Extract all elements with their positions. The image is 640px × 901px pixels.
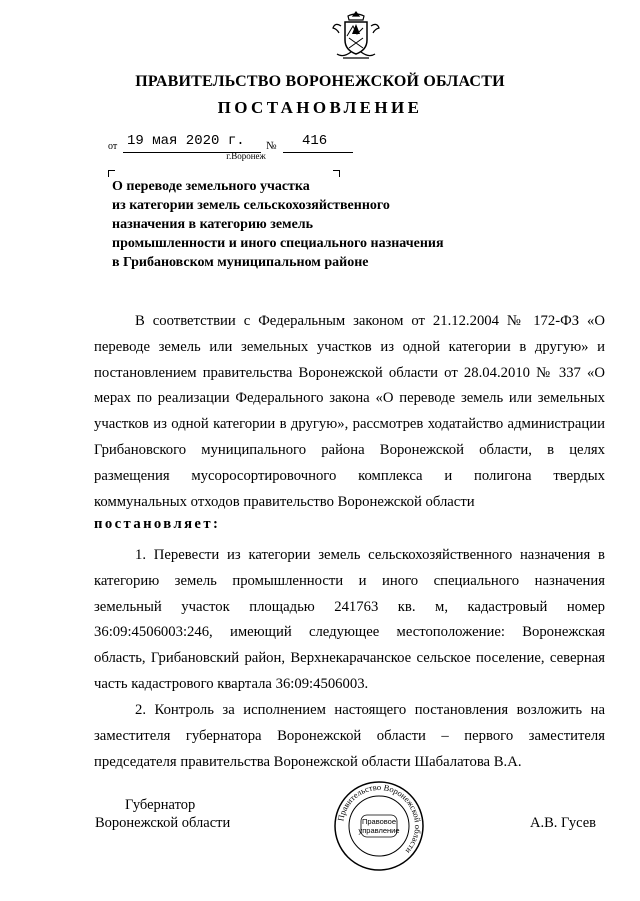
stamp-outer-text: Правительство Воронежской области xyxy=(335,781,424,856)
subject-line: назначения в категорию земель xyxy=(112,217,314,232)
government-name: ПРАВИТЕЛЬСТВО ВОРОНЕЖСКОЙ ОБЛАСТИ xyxy=(135,73,505,90)
stamp-inner-line1: Правовое xyxy=(361,817,397,826)
subject-line: в Грибановском муниципальном районе xyxy=(112,255,369,270)
subject-line: из категории земель сельскохозяйственного xyxy=(112,198,390,213)
decree-number: 416 xyxy=(302,133,328,149)
decree-subject xyxy=(112,177,532,272)
decree-date: 19 мая 2020 г. xyxy=(127,133,245,149)
decree-word: постановляет: xyxy=(94,516,221,532)
signatory-name: А.В. Гусев xyxy=(530,815,596,831)
signatory-position-line1: Губернатор xyxy=(125,797,196,813)
official-stamp xyxy=(333,780,425,872)
subject-corner-left xyxy=(108,170,115,177)
preamble-paragraph: В соответствии с Федеральным законом от 21.12.2004 № 172-ФЗ «О переводе земель или земельных участков из одной категории в другую» и постановлением правительства Воронежской области от 28.04.2010 № 337 «О мерах по реализации Федерального закона «О переводе земель или земельных участков из одной категории в другую», рассмотрев ходатайство администрации Грибановского муниципального района Воронежской области, в целях размещения мусоросортировочного комплекса и полигона твердых коммунальных отходов правительство Воронежской области xyxy=(94,313,605,510)
decree-item-2: 2. Контроль за исполнением настоящего постановления возложить на заместителя губернатора Воронежской области – первого заместителя председателя правительства Воронежской области Шабалатова В.А. xyxy=(94,702,605,770)
decree-item-1: 1. Перевести из категории земель сельскохозяйственного назначения в категорию земель промышленности и иного специального назначения земельный участок площадью 241763 кв. м, кадастровый номер 36:09:4506003:246, имеющий следующее местоположение: Воронежская область, Грибановский район, Верхнекарачанское сельское поселение, северная часть кадастрового квартала 36:09:4506003. xyxy=(94,547,605,692)
subject-line: промышленности и иного специального назначения xyxy=(112,236,444,251)
coat-of-arms-emblem xyxy=(331,8,381,64)
subject-line: О переводе земельного участка xyxy=(112,179,310,194)
document-type-title: ПОСТАНОВЛЕНИЕ xyxy=(217,98,423,117)
stamp-inner-line2: управление xyxy=(358,826,400,835)
city-label: г.Воронеж xyxy=(226,151,266,161)
number-prefix: № xyxy=(266,140,277,152)
signatory-position-line2: Воронежской области xyxy=(95,815,231,831)
date-prefix: от xyxy=(108,141,118,152)
subject-corner-right xyxy=(333,170,340,177)
